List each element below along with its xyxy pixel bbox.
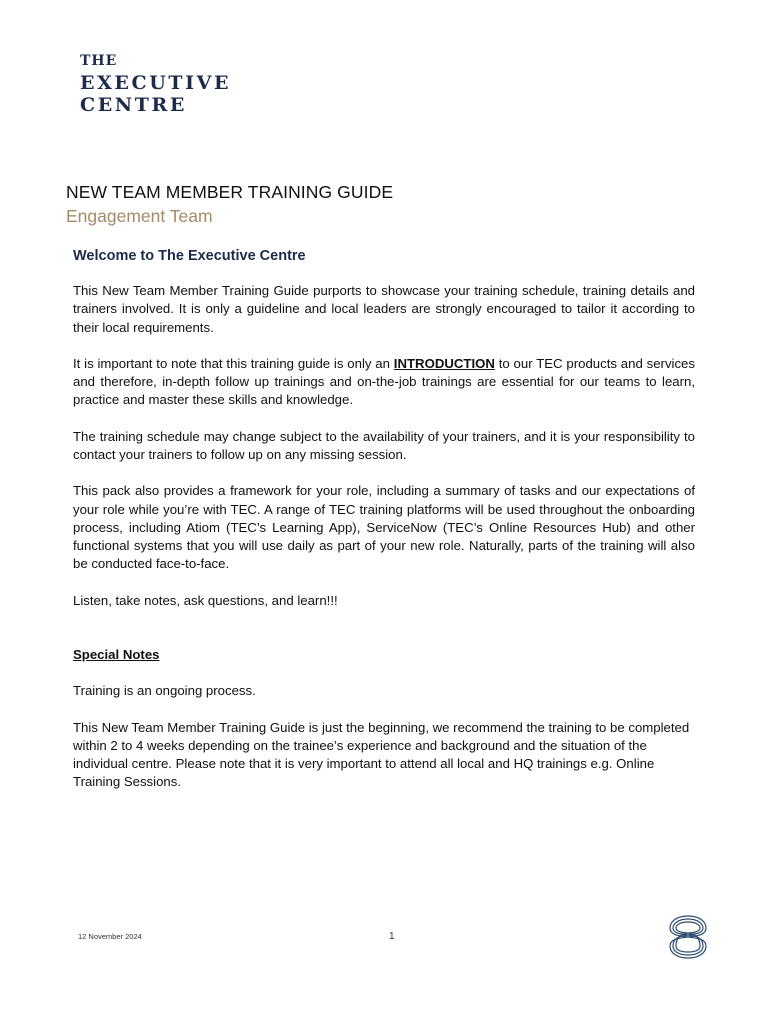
- document-subtitle: Engagement Team: [66, 206, 213, 226]
- welcome-heading: Welcome to The Executive Centre: [73, 248, 306, 264]
- brand-logo: [80, 53, 231, 116]
- document-title: NEW TEAM MEMBER TRAINING GUIDE: [66, 182, 394, 202]
- logo-line-executive: EXECUTIVE: [80, 72, 232, 94]
- special-notes-heading: Special Notes: [73, 646, 160, 662]
- paragraph-text: It is important to note that this training guide is only an: [73, 356, 394, 371]
- paragraph-framework: This pack also provides a framework for your role, including a summary of tasks and our expectations of your role while you’re with TEC. A range of TEC training platforms will be used throughout the onboarding process, including Atiom (TEC’s Learning App), ServiceNow (TEC’s Online Resources Hub) and other functional systems that you will use daily as part of your new role. Naturally, parts of the training will also be conducted face-to-face.: [73, 483, 695, 572]
- special-notes-paragraph: This New Team Member Training Guide is just the beginning, we recommend the training to be completed within 2 to 4 weeks depending on the trainee’s experience and background and the situation of the individual centre. Please note that it is very important to attend all local and HQ trainings e.g. Online Training Sessions.: [73, 719, 690, 790]
- logo-line-centre: CENTRE: [80, 94, 187, 116]
- special-notes-paragraph: Training is an ongoing process.: [73, 683, 256, 699]
- document-body: [73, 247, 695, 810]
- tec-knot-logo-icon: [662, 912, 714, 962]
- paragraph-introduction-note: [73, 355, 695, 410]
- logo-line-the: THE: [80, 53, 118, 69]
- paragraph-intro: This New Team Member Training Guide purports to showcase your training schedule, training details and trainers involved. It is only a guideline and local leaders are strongly encouraged to tailor it according to their local requirements.: [73, 283, 695, 335]
- paragraph-listen: Listen, take notes, ask questions, and learn!!!: [73, 592, 338, 608]
- footer-date: 12 November 2024: [78, 932, 142, 941]
- page-number: 1: [389, 931, 395, 942]
- introduction-emphasis: INTRODUCTION: [393, 356, 495, 371]
- paragraph-schedule: The training schedule may change subject to the availability of your trainers, and it is your responsibility to contact your trainers to follow up on any missing session.: [73, 428, 695, 462]
- paragraph-text: to our TEC products and services and therefore, in-depth follow up trainings and on-the-job trainings are essential for our teams to learn, practice and master these skills and knowledge.: [73, 356, 695, 408]
